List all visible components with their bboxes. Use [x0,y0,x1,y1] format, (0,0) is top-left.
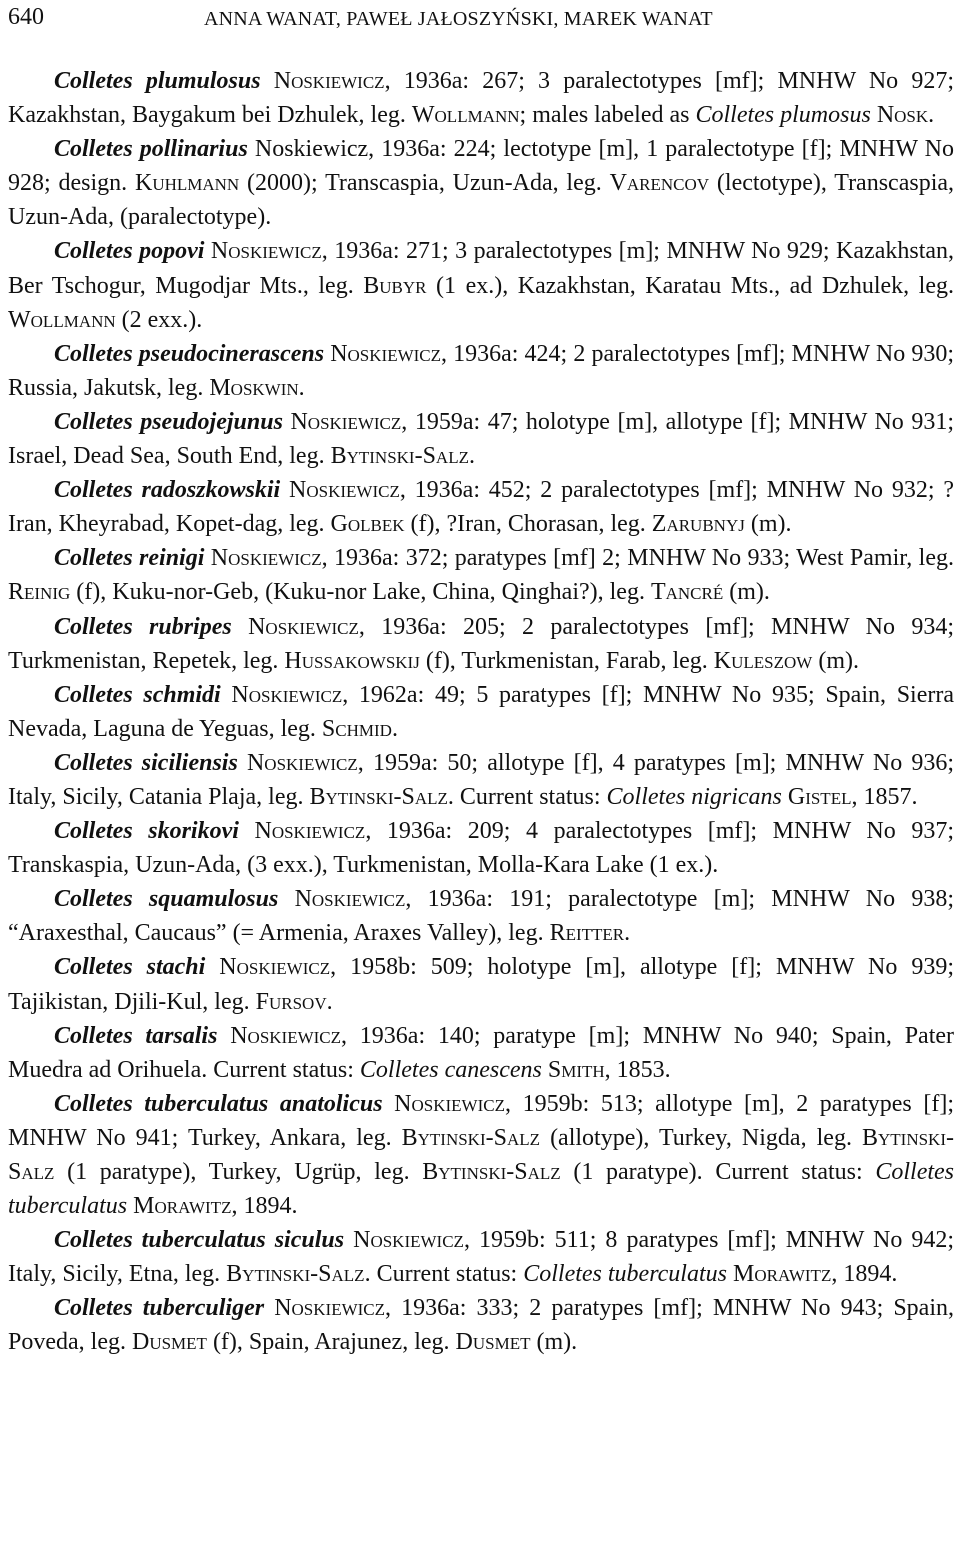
entry-text: , 1959b: 513; allotype [m], 2 paratypes [f]; MNHW No 941; Turkey, Ankara, leg. [8,1090,954,1151]
taxon-name: Colletes rubripes [54,613,232,640]
taxon-name: Colletes popovi [54,238,205,265]
author-name: Noskiewicz [394,1090,505,1117]
author-name: Noskiewicz [274,1295,386,1322]
taxon-name: Colletes squamulosus [54,886,279,913]
author-name: Golbek [330,511,405,538]
author-name: Dusmet [131,1329,207,1356]
author-name: Kuhlmann [134,170,240,197]
entry-text: , 1936a: 267; 3 paralectotypes [mf]; MNHW No 927; Kazakhstan, Baygakum bei Dzhulek, leg. [8,68,955,129]
author-name: Noskiewicz [210,545,322,572]
author-name: Bytinski-Salz [401,1124,541,1151]
entry-text: , 1958b: 509; holotype [m], allotype [f]; MNHW No 939; Tajikistan, Djili-Kul, leg. [8,954,955,1015]
entry-text: (m). [812,647,859,674]
italic-taxon: Colletes plumosus [695,102,871,129]
author-name: Noskiewicz [294,886,406,913]
author-name: Morawitz [732,1261,832,1288]
entry-text: ; males labeled as [519,102,696,129]
entry-text: (2000); Transcaspia, Uzun-Ada, leg. [239,170,610,197]
entry-text: (m). [723,579,770,606]
entry-text: . [391,715,398,742]
taxon-name: Colletes tuberculatus anatolicus [54,1090,383,1117]
entry-text: , 1853. [604,1056,671,1083]
entry-text: (lectotype), Transcaspia, Uzun-Ada, (paralectotype). [8,170,955,231]
author-name: Noskiewicz [254,818,366,845]
author-name: Bytinski-Salz [422,1159,561,1185]
entry-text: Noskiewicz, 1936a: 224; lectotype [m], 1 paralectotype [f]; MNHW No 928; design. [8,136,955,197]
entry-text: . [298,374,305,401]
entry-text: (m). [530,1329,578,1356]
author-name: Moskwin [209,374,299,401]
entry-text: . [326,988,333,1015]
entry-text: (f), ?Iran, Chorasan, leg. [404,511,652,538]
catalogue-entry [8,950,954,1018]
entry-text [205,954,219,980]
entry-text: (1 paratype). Current status: [560,1159,876,1185]
entry-text: , 1936a: 209; 4 paralectotypes [mf]; MNHW No 937; Transkaspia, Uzun-Ada, (3 exx.), Turkmenistan, Molla-Kara Lake (1 ex.). [8,818,955,879]
author-name: Bubyr [363,272,427,299]
entry-text: (1 paratype), Turkey, Ugrüp, leg. [54,1159,423,1185]
entry-text: . [928,102,935,129]
author-name: Nosk [876,102,929,129]
entry-text: , 1959a: 47; holotype [m], allotype [f]; MNHW No 931; Israel, Dead Sea, South End, leg. [8,408,954,470]
taxon-name: Colletes stachi [54,954,206,981]
author-name: Noskiewicz [210,238,322,265]
author-name: Noskiewicz [273,68,385,94]
entry-text: (f), Spain, Arajunez, leg. [206,1329,456,1356]
author-name: Wollmann [8,306,116,333]
catalogue-entry [8,337,954,405]
entry-text [232,614,248,640]
author-name: Noskiewicz [248,613,359,640]
catalogue-entry [8,1087,954,1223]
entry-text: , 1857. [851,783,918,810]
author-name: Varencov [609,170,710,197]
catalogue-entry [8,1291,954,1359]
entry-text: . [468,443,475,470]
entry-text [264,1295,274,1321]
taxon-name: Colletes schmidi [54,681,221,708]
author-name: Morawitz [133,1193,232,1220]
author-name: Noskiewicz [290,408,402,435]
catalogue-entry [8,473,954,541]
author-name: Bytinski-Salz [8,1124,954,1185]
page-number: 640 [8,4,44,30]
entry-text [238,750,247,776]
entry-text: . [624,920,631,947]
catalogue-entry [8,1223,954,1291]
taxon-name: Colletes pseudocinerascens [54,340,325,367]
entry-text [280,477,289,503]
author-name: Gistel [787,783,852,810]
taxon-name: Colletes reinigi [54,545,205,572]
author-name: Reinig [8,579,71,606]
catalogue-entry [8,746,954,814]
entry-text: , 1936a: 140; paratype [m]; MNHW No 940; Spain, Pater Muedra ad Orihuela. Current status: [8,1022,955,1083]
catalogue-entry [8,882,954,950]
entry-text: . Current status: [364,1261,524,1288]
author-name: Noskiewicz [353,1227,464,1254]
author-name: Hussakowskij [284,647,420,674]
author-name: Schmid [321,715,392,742]
taxon-name: Colletes tuberculatus siculus [54,1227,345,1254]
taxon-name: Colletes tarsalis [54,1022,218,1049]
entry-text: , 1936a: 271; 3 paralectotypes [m]; MNHW No 929; Kazakhstan, Ber Tschogur, Mugodjar Mts., leg. [8,238,955,299]
entry-text: , 1959a: 50; allotype [f], 4 paratypes [m]; MNHW No 936; Italy, Sicily, Catania Plaja, leg. [8,749,955,810]
catalogue-body [8,64,954,1360]
author-name: Noskiewicz [246,749,358,776]
entry-text [261,68,274,94]
author-name: Fursov [255,988,327,1015]
entry-text: , 1936a: 205; 2 paralectotypes [mf]; MNHW No 934; Turkmenistan, Repetek, leg. [8,613,955,674]
catalogue-entry [8,610,954,678]
author-name: Noskiewicz [330,340,442,367]
entry-text [239,818,255,844]
entry-text: (2 exx.). [115,306,203,333]
entry-text: . Current status: [447,783,607,810]
entry-text: , 1959b: 511; 8 paratypes [mf]; MNHW No 942; Italy, Sicily, Etna, leg. [8,1227,954,1288]
italic-taxon: Colletes tuberculatus [523,1261,727,1288]
catalogue-entry [8,132,954,234]
italic-taxon: Colletes tuberculatus [8,1159,955,1220]
author-name: Reitter [549,920,625,947]
author-name: Kuleszow [713,647,813,674]
entry-text: , 1936a: 333; 2 paratypes [mf]; MNHW No 943; Spain, Poveda, leg. [8,1295,954,1356]
author-name: Bytinski-Salz [330,443,469,470]
author-name: Zarubnyj [651,511,745,538]
entry-text [221,682,232,708]
author-name: Wollmann [411,102,520,129]
catalogue-entry [8,541,954,609]
entry-text [383,1091,395,1117]
running-title: ANNA WANAT, PAWEŁ JAŁOSZYŃSKI, MAREK WANAT [204,8,713,30]
italic-taxon: Colletes canescens [359,1056,542,1083]
taxon-name: Colletes pollinarius [54,136,248,163]
entry-text: , 1894. [831,1261,898,1288]
catalogue-entry [8,1019,954,1087]
author-name: Noskiewicz [219,954,331,981]
entry-text [344,1227,353,1253]
author-name: Noskiewicz [231,681,343,708]
author-name: Smith [547,1056,605,1083]
italic-taxon: Colletes nigricans [606,783,782,810]
entry-text [217,1023,230,1049]
entry-text: , 1936a: 424; 2 paralectotypes [mf]; MNHW No 930; Russia, Jakutsk, leg. [8,340,954,401]
taxon-name: Colletes siciliensis [54,749,238,776]
entry-text: , 1962a: 49; 5 paratypes [f]; MNHW No 935; Spain, Sierra Nevada, Laguna de Yeguas, leg. [8,681,954,742]
author-name: Bytinski-Salz [309,783,448,810]
entry-text: (f), Kuku-nor-Geb, (Kuku-nor Lake, China, Qinghai?), leg. [70,579,651,606]
catalogue-entry [8,64,954,132]
entry-text: , 1936a: 452; 2 paralectotypes [mf]; MNHW No 932; ?Iran, Kheyrabad, Kopet-dag, leg. [8,477,955,538]
entry-text: , 1894. [231,1193,298,1220]
catalogue-entry [8,234,954,336]
taxon-name: Colletes tuberculiger [54,1295,265,1322]
taxon-name: Colletes skorikovi [54,818,239,845]
author-name: Bytinski-Salz [226,1261,365,1288]
author-name: Noskiewicz [289,477,400,504]
catalogue-entry [8,405,954,473]
taxon-name: Colletes pseudojejunus [54,408,283,435]
author-name: Noskiewicz [230,1022,342,1049]
running-header [8,4,952,34]
entry-text [278,886,294,912]
entry-text: (f), Turkmenistan, Farab, leg. [419,647,714,674]
entry-text: (m). [744,511,792,538]
entry-text: (1 ex.), Kazakhstan, Karatau Mts., ad Dzhulek, leg. [426,272,955,299]
taxon-name: Colletes radoszkowskii [54,477,281,504]
entry-text: , 1936a: 372; paratypes [mf] 2; MNHW No 933; West Pamir, leg. [321,545,955,572]
catalogue-entry [8,814,954,882]
entry-text: , 1936a: 191; paralectotype [m]; MNHW No 938; “Araxesthal, Caucaus” (= Armenia, Araxes Valley), leg. [8,886,954,947]
entry-text: (allotype), Turkey, Nigda, leg. [540,1124,862,1151]
author-name: Dusmet [455,1329,531,1356]
taxon-name: Colletes plumulosus [54,68,261,94]
author-name: Tancré [650,579,724,606]
catalogue-entry [8,678,954,746]
